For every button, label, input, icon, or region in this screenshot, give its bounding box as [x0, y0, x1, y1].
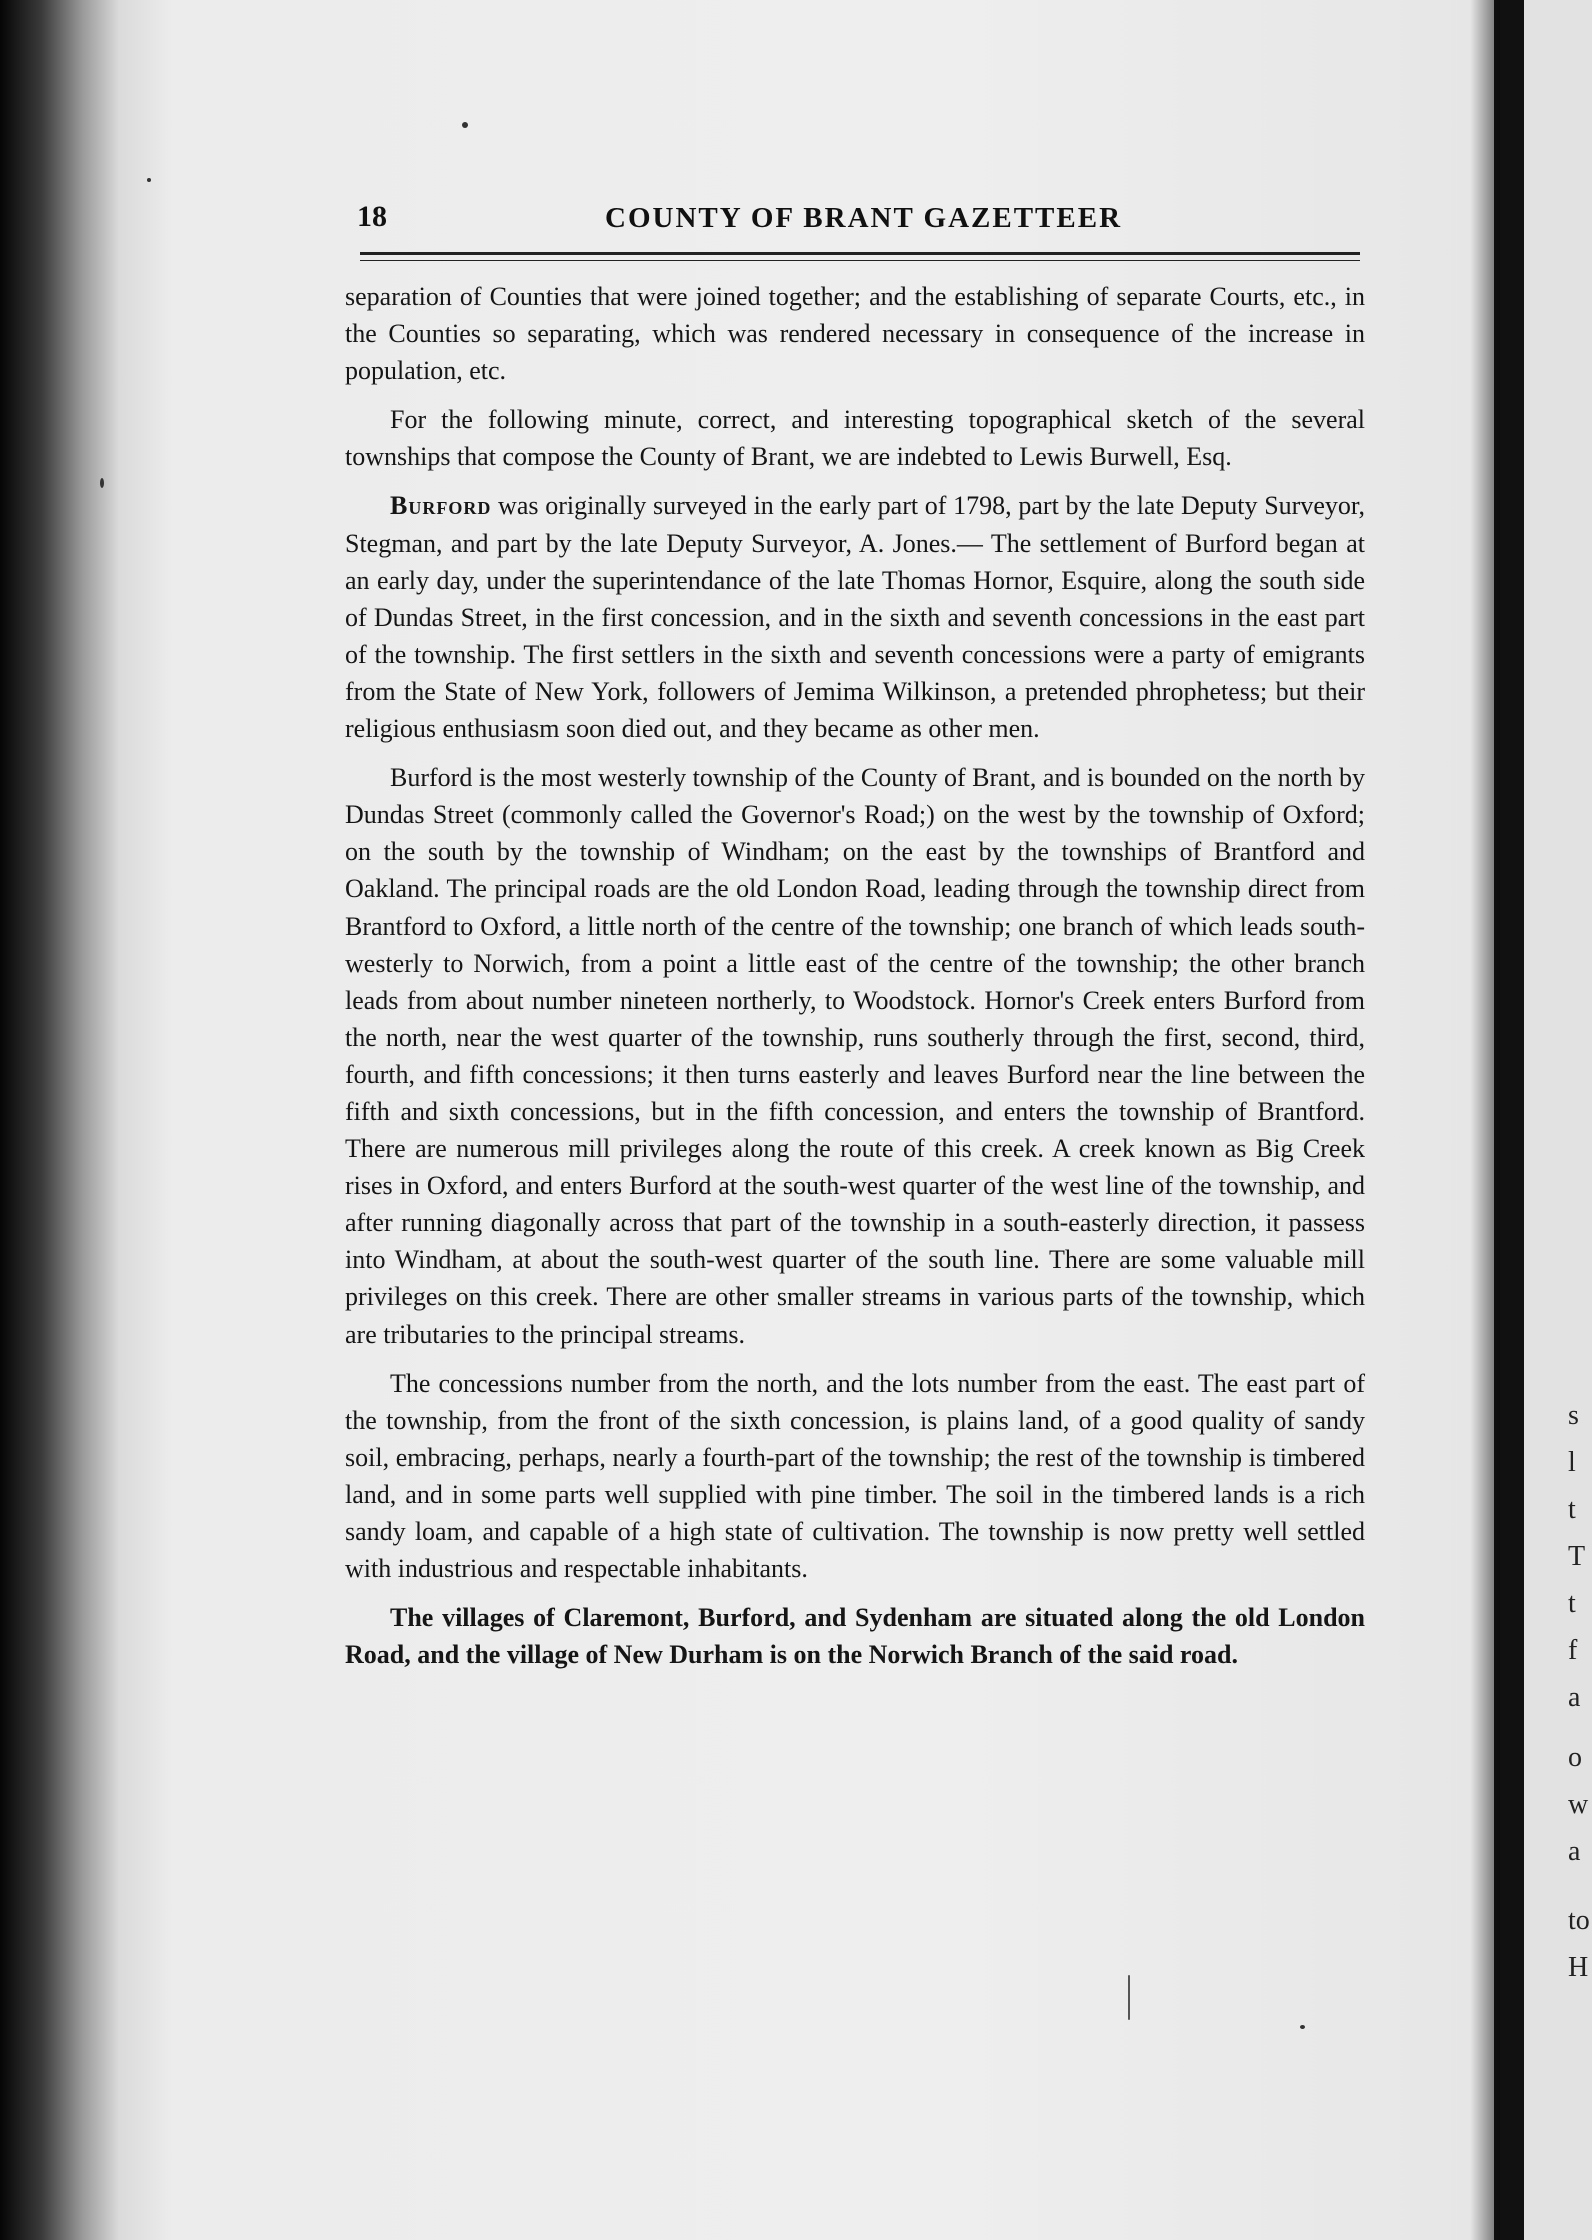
paragraph-acknowledgement: For the following minute, correct, and interesting topographical sketch of the several townships that compose the County of Brant, we are indebted to Lewis Burwell, Esq. [345, 405, 1365, 472]
facing-page-fragment: T [1568, 1541, 1586, 1572]
facing-page-fragment: s [1568, 1400, 1579, 1431]
paragraph-burford-survey-text: was originally surveyed in the early part of 1798, part by the late Deputy Surveyor, Stegman, and part by the late Deputy Surveyor, A. Jones.— The settlement of Burford began at an early day, under the superintendance of the late Thomas Hornor, Esquire, along the south side of Dundas Street, in the first concession, and in the sixth and seventh concessions in the east part of the township. The first settlers in the sixth and seventh concessions were a party of emigrants from the State of New York, followers of Jemima Wilkinson, a pretended phrophetess; but their religious enthusiasm soon died out, and they became as other men. [345, 491, 1365, 744]
page-number: 18 [357, 200, 387, 233]
paragraph-continuation: separation of Counties that were joined together; and the establishing of separate Courts, etc., in the Counties so separating, which was rendered necessary in consequence of the increase in population, etc. [345, 282, 1365, 386]
facing-page-fragment: l [1568, 1447, 1576, 1478]
facing-page-fragment: f [1568, 1635, 1578, 1666]
facing-page-fragment: a [1568, 1836, 1581, 1867]
facing-page-fragment: t [1568, 1494, 1576, 1525]
header-rule-thin [360, 260, 1360, 261]
facing-page-fragment: H [1568, 1952, 1589, 1983]
article-body [345, 278, 1365, 1685]
facing-page-fragment: t [1568, 1588, 1576, 1619]
scan-speck [462, 122, 468, 128]
scan-left-gutter [0, 0, 118, 2240]
scan-speck [1128, 1975, 1130, 2020]
township-name-lead: Burford [390, 491, 492, 521]
facing-page-fragment: a [1568, 1682, 1581, 1713]
book-binding [1500, 0, 1524, 2240]
facing-page-fragment: w [1568, 1789, 1589, 1820]
paragraph-burford-survey [345, 487, 1365, 747]
facing-page-sliver [1524, 0, 1592, 2240]
scan-speck [1300, 2025, 1305, 2029]
scan-speck [100, 478, 104, 488]
page-edge-shadow [1470, 0, 1500, 2240]
paragraph-burford-boundaries: Burford is the most westerly township of the County of Brant, and is bounded on the north by Dundas Street (commonly called the Governor's Road;) on the west by the township of Oxford; on the south by the township of Windham; on the east by the townships of Brantford and Oakland. The principal roads are the old London Road, leading through the township direct from Brantford to Oxford, a little north of the centre of the township; one branch of which leads south-westerly to Norwich, from a point a little east of the centre of the township; the other branch leads from about number nineteen northerly, to Woodstock. Hornor's Creek enters Burford from the north, near the west quarter of the township, runs southerly through the first, second, third, fourth, and fifth concessions; it then turns easterly and leaves Burford near the line between the fifth and sixth concessions, but in the fifth concession, and enters the township of Brantford. There are numerous mill privileges along the route of this creek. A creek known as Big Creek rises in Oxford, and enters Burford at the south-west quarter of the west line of the township, and after running diagonally across that part of the township in a south-easterly direction, it passess into Windham, at about the south-west quarter of the south line. There are some valuable mill privileges on this creek. There are other smaller streams in various parts of the township, which are tributaries to the principal streams. [345, 763, 1365, 1349]
paragraph-concessions: The concessions number from the north, and the lots number from the east. The east part of the township, from the front of the sixth concession, is plains land, of a good quality of sandy soil, embracing, perhaps, nearly a fourth-part of the township; the rest of the township is timbered land, and in some parts well supplied with pine timber. The soil in the timbered lands is a rich sandy loam, and capable of a high state of cultivation. The township is now pretty well settled with industrious and respectable inhabitants. [345, 1368, 1365, 1584]
running-title: COUNTY OF BRANT GAZETTEER [605, 202, 1123, 234]
header-rule-thick [360, 252, 1360, 255]
scan-speck [147, 178, 151, 182]
facing-page-fragment: to [1568, 1905, 1590, 1936]
paragraph-villages: The villages of Claremont, Burford, and Sydenham are situated along the old London Road, and the village of New Durham is on the Norwich Branch of the said road. [345, 1603, 1365, 1670]
facing-page-fragment: o [1568, 1742, 1582, 1773]
